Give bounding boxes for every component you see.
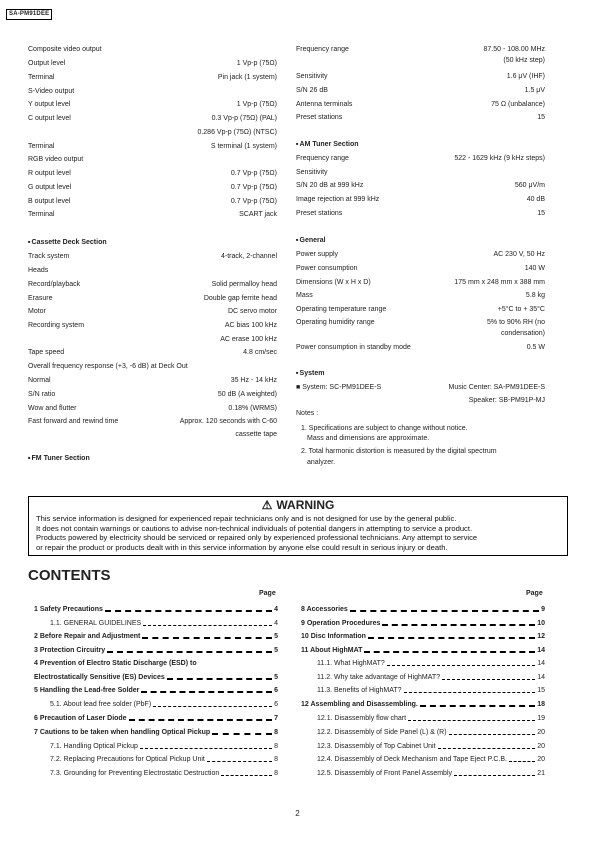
spec-value: AC bias 100 kHz bbox=[224, 322, 277, 329]
toc-entry-page: 5 bbox=[274, 633, 278, 640]
toc-entry-title: 12.3. Disassembly of Top Cabinet Unit bbox=[317, 743, 436, 750]
toc-dots bbox=[364, 651, 535, 653]
spec-row bbox=[296, 318, 545, 328]
spec-label: C output level bbox=[28, 115, 71, 122]
spec-label: Terminal bbox=[28, 74, 55, 81]
toc-dots bbox=[449, 734, 536, 735]
spec-value: 560 μV/m bbox=[514, 182, 545, 189]
toc-dots bbox=[387, 665, 535, 666]
spec-value: Approx. 120 seconds with C-60 bbox=[179, 418, 277, 425]
spec-row bbox=[28, 155, 277, 165]
toc-entry-title: Electrostatically Sensitive (ES) Devices bbox=[34, 674, 165, 681]
toc-entry bbox=[50, 742, 278, 752]
toc-dots bbox=[141, 691, 272, 693]
system-row bbox=[296, 396, 545, 406]
spec-label: Frequency range bbox=[296, 155, 349, 162]
toc-dots bbox=[140, 748, 272, 749]
spec-label: Terminal bbox=[28, 211, 55, 218]
toc-entry-title: 11.3. Benefits of HighMAT? bbox=[317, 687, 402, 694]
spec-row bbox=[296, 264, 545, 274]
toc-entry-title: 7.2. Replacing Precautions for Optical Pickup Unit bbox=[50, 756, 205, 763]
section-heading: ■ AM Tuner Section bbox=[296, 141, 359, 148]
spec-value: 522 - 1629 kHz (9 kHz steps) bbox=[454, 155, 545, 162]
toc-dots bbox=[420, 705, 535, 707]
toc-entry bbox=[301, 646, 545, 656]
spec-row bbox=[28, 362, 277, 372]
toc-entry-page: 4 bbox=[274, 606, 278, 613]
spec-row bbox=[28, 376, 277, 386]
toc-entry-title: 7.3. Grounding for Preventing Electrostatic Destruction bbox=[50, 770, 220, 777]
toc-entry-page: 15 bbox=[537, 687, 545, 694]
toc-entry-page: 5 bbox=[274, 647, 278, 654]
spec-value: 175 mm x 248 mm x 388 mm bbox=[454, 279, 545, 286]
spec-row bbox=[296, 168, 545, 178]
spec-label: Motor bbox=[28, 308, 46, 315]
spec-label: Frequency range bbox=[296, 46, 349, 53]
toc-entry-title: 1 Safety Precautions bbox=[34, 606, 103, 613]
spec-row bbox=[296, 86, 545, 96]
note-line: analyzer. bbox=[307, 459, 336, 466]
system-music-center: Music Center: SA-PM91DEE-S bbox=[448, 384, 545, 391]
toc-entry bbox=[34, 659, 278, 669]
spec-row bbox=[28, 197, 277, 207]
toc-entry-title: 12.4. Disassembly of Deck Mechanism and Tape Eject P.C.B. bbox=[317, 756, 507, 763]
spec-row bbox=[28, 266, 277, 276]
spec-row bbox=[296, 56, 545, 66]
spec-value: Solid permalloy head bbox=[211, 281, 277, 288]
toc-entry bbox=[34, 605, 278, 615]
spec-row bbox=[296, 72, 545, 82]
toc-dots bbox=[438, 748, 536, 749]
system-speaker: Speaker: SB-PM91P-MJ bbox=[468, 397, 545, 404]
toc-entry-title: 11.2. Why take advantage of HighMAT? bbox=[317, 674, 441, 681]
spec-row bbox=[296, 154, 545, 164]
toc-entry-page: 19 bbox=[537, 715, 545, 722]
spec-label: Preset stations bbox=[296, 210, 343, 217]
toc-entry-page: 12 bbox=[537, 633, 545, 640]
toc-entry-page: 14 bbox=[537, 674, 545, 681]
warning-triangle-icon: ⚠ bbox=[261, 498, 273, 512]
toc-dots bbox=[408, 720, 535, 721]
toc-entry-title: 6 Precaution of Laser Diode bbox=[34, 715, 127, 722]
toc-dots bbox=[404, 692, 536, 693]
toc-dots bbox=[454, 775, 535, 776]
toc-entry bbox=[34, 686, 278, 696]
spec-row bbox=[296, 329, 545, 339]
toc-entry-title: 11 About HighMAT bbox=[301, 647, 363, 654]
toc-entry-title: 11.1. What HighMAT? bbox=[317, 660, 385, 667]
page-number: 2 bbox=[295, 809, 300, 818]
toc-entry-page: 20 bbox=[537, 756, 545, 763]
warning-box bbox=[28, 496, 568, 556]
spec-value: 0.7 Vp-p (75Ω) bbox=[230, 198, 277, 205]
spec-row bbox=[28, 114, 277, 124]
spec-row bbox=[28, 417, 277, 427]
spec-row bbox=[296, 291, 545, 301]
spec-value: condensation) bbox=[501, 330, 545, 337]
toc-dots bbox=[442, 679, 535, 680]
spec-value: 15 bbox=[537, 210, 545, 217]
spec-label: Terminal bbox=[28, 143, 55, 150]
spec-row bbox=[28, 183, 277, 193]
toc-entry-page: 20 bbox=[537, 729, 545, 736]
spec-value: 140 W bbox=[524, 265, 545, 272]
toc-dots bbox=[129, 719, 273, 721]
spec-row bbox=[28, 430, 277, 440]
left-spec-column bbox=[28, 45, 277, 475]
toc-entry-page: 14 bbox=[537, 647, 545, 654]
spec-label: Mass bbox=[296, 292, 313, 299]
spec-value: 5% to 90% RH (no bbox=[487, 319, 545, 326]
toc-dots bbox=[221, 775, 272, 776]
spec-row bbox=[28, 252, 277, 262]
toc-entry-page: 10 bbox=[537, 620, 545, 627]
contents-title: CONTENTS bbox=[28, 567, 111, 584]
spec-label: Power consumption in standby mode bbox=[296, 344, 411, 351]
toc-dots bbox=[350, 610, 539, 612]
toc-entry bbox=[317, 714, 545, 724]
toc-entry bbox=[34, 673, 278, 683]
toc-entry-title: 5 Handling the Lead-free Solder bbox=[34, 687, 140, 694]
right-spec-column bbox=[296, 45, 545, 475]
spec-label: Recording system bbox=[28, 322, 85, 329]
toc-entry-page: 21 bbox=[537, 770, 545, 777]
section-heading: ■ General bbox=[296, 237, 326, 244]
toc-entry-title: 1.1. GENERAL GUIDELINES bbox=[50, 620, 142, 627]
spec-row bbox=[28, 321, 277, 331]
toc-dots bbox=[167, 678, 272, 680]
toc-dots bbox=[509, 761, 535, 762]
system-row bbox=[296, 383, 545, 393]
toc-dots bbox=[368, 637, 535, 639]
spec-value: Double gap ferrite head bbox=[203, 295, 277, 302]
toc-entry bbox=[34, 646, 278, 656]
toc-entry-title: 12.5. Disassembly of Front Panel Assembly bbox=[317, 770, 453, 777]
spec-row bbox=[28, 210, 277, 220]
spec-row bbox=[28, 87, 277, 97]
spec-row bbox=[28, 73, 277, 83]
spec-value: 4.8 cm/sec bbox=[243, 349, 277, 356]
spec-row bbox=[28, 128, 277, 138]
section-heading: ■ Cassette Deck Section bbox=[28, 239, 107, 246]
toc-entry bbox=[34, 632, 278, 642]
toc-entry-title: 12.1. Disassembly flow chart bbox=[317, 715, 407, 722]
toc-dots bbox=[382, 624, 535, 626]
toc-entry bbox=[317, 686, 545, 696]
warning-text bbox=[36, 514, 560, 552]
section-heading: ■ System bbox=[296, 370, 324, 377]
toc-entry-title: 10 Disc Information bbox=[301, 633, 366, 640]
spec-value: 4-track, 2-channel bbox=[220, 253, 277, 260]
spec-label: Y output level bbox=[28, 101, 71, 108]
toc-entry bbox=[50, 619, 278, 629]
spec-value: Pin jack (1 system) bbox=[217, 74, 277, 81]
toc-entry-page: 4 bbox=[274, 620, 278, 627]
spec-value: AC erase 100 kHz bbox=[220, 336, 277, 343]
spec-value: 1 Vp-p (75Ω) bbox=[236, 101, 277, 108]
warning-line: Products powered by electricity should be serviced or repaired only by experienced professional technicians. Any attempt to service bbox=[36, 533, 478, 543]
spec-label: Heads bbox=[28, 267, 49, 274]
toc-entry-page: 6 bbox=[274, 687, 278, 694]
toc-entry bbox=[50, 700, 278, 710]
spec-label: Fast forward and rewind time bbox=[28, 418, 119, 425]
spec-value: 35 Hz - 14 kHz bbox=[230, 377, 277, 384]
spec-row bbox=[296, 278, 545, 288]
spec-row bbox=[296, 250, 545, 260]
spec-label: G output level bbox=[28, 184, 72, 191]
toc-entry-page: 7 bbox=[274, 715, 278, 722]
toc-entry bbox=[301, 605, 545, 615]
toc-entry-title: 12.2. Disassembly of Side Panel (L) & (R) bbox=[317, 729, 447, 736]
spec-label: Wow and flutter bbox=[28, 405, 77, 412]
spec-label: Power supply bbox=[296, 251, 339, 258]
toc-dots bbox=[212, 733, 272, 735]
spec-value: 0.18% (WRMS) bbox=[228, 405, 277, 412]
spec-row bbox=[28, 280, 277, 290]
spec-label: Operating temperature range bbox=[296, 306, 387, 313]
toc-entry bbox=[317, 659, 545, 669]
toc-dots bbox=[107, 651, 272, 653]
spec-row bbox=[28, 294, 277, 304]
toc-entry bbox=[317, 769, 545, 779]
section-heading: ■ FM Tuner Section bbox=[28, 455, 90, 462]
toc-dots bbox=[207, 761, 272, 762]
toc-entry bbox=[317, 742, 545, 752]
toc-entry-title: 12 Assembling and Disassembling. bbox=[301, 701, 418, 708]
spec-value: 1.6 μV (IHF) bbox=[506, 73, 545, 80]
toc-entry-page: 14 bbox=[537, 660, 545, 667]
toc-entry-page: 9 bbox=[541, 606, 545, 613]
notes-title: Notes : bbox=[296, 410, 319, 417]
warning-line: or repair the product or products dealt with in this service information by anyone else could result in serious injury or death. bbox=[36, 542, 448, 552]
toc-entry-title: 8 Accessories bbox=[301, 606, 348, 613]
spec-value: 1 Vp-p (75Ω) bbox=[236, 60, 277, 67]
contents-page-header-left: Page bbox=[259, 590, 276, 597]
spec-label: Record/playback bbox=[28, 281, 81, 288]
spec-value: SCART jack bbox=[239, 211, 277, 218]
spec-row bbox=[28, 348, 277, 358]
spec-label: Dimensions (W x H x D) bbox=[296, 279, 371, 286]
spec-value: 75 Ω (unbalance) bbox=[491, 101, 545, 108]
spec-value: 87.50 - 108.00 MHz bbox=[483, 46, 545, 53]
spec-row bbox=[28, 404, 277, 414]
spec-row bbox=[28, 142, 277, 152]
spec-value: +5°C to + 35°C bbox=[497, 306, 545, 313]
toc-dots bbox=[105, 610, 272, 612]
note-line: Mass and dimensions are approximate. bbox=[307, 435, 430, 442]
toc-entry-page: 8 bbox=[274, 770, 278, 777]
warning-title: ⚠ WARNING bbox=[261, 498, 335, 512]
toc-entry bbox=[34, 714, 278, 724]
spec-value: DC servo motor bbox=[227, 308, 277, 315]
system-label-text: System: SC-PM91DEE-S bbox=[302, 384, 382, 391]
spec-label: B output level bbox=[28, 198, 71, 205]
toc-entry-page: 5 bbox=[274, 674, 278, 681]
warning-line: This service information is designed for experienced repair technicians only and is not designed for use by the general public. bbox=[36, 514, 457, 523]
toc-dots bbox=[143, 625, 272, 626]
spec-value: 0.286 Vp-p (75Ω) (NTSC) bbox=[197, 129, 277, 136]
spec-row bbox=[296, 305, 545, 315]
toc-entry bbox=[50, 769, 278, 779]
spec-label: R output level bbox=[28, 170, 71, 177]
toc-entry bbox=[50, 755, 278, 765]
spec-label: Operating humidity range bbox=[296, 319, 375, 326]
spec-label: Power consumption bbox=[296, 265, 358, 272]
spec-value: 0.5 W bbox=[526, 344, 545, 351]
spec-label: Antenna terminals bbox=[296, 101, 353, 108]
toc-entry-title: 3 Protection Circuitry bbox=[34, 647, 106, 654]
spec-value: cassette tape bbox=[235, 431, 277, 438]
toc-entry-page: 6 bbox=[274, 701, 278, 708]
spec-value: 5.8 kg bbox=[525, 292, 545, 299]
spec-label: Overall frequency response (+3, -6 dB) at Deck Out bbox=[28, 363, 188, 370]
spec-value: 50 dB (A weighted) bbox=[217, 391, 277, 398]
spec-value: 0.7 Vp-p (75Ω) bbox=[230, 184, 277, 191]
spec-value: 0.3 Vp-p (75Ω) (PAL) bbox=[211, 115, 277, 122]
toc-entry bbox=[34, 728, 278, 738]
spec-label: S/N 20 dB at 999 kHz bbox=[296, 182, 364, 189]
spec-row bbox=[28, 169, 277, 179]
toc-entry bbox=[301, 700, 545, 710]
spec-value: (50 kHz step) bbox=[503, 57, 545, 64]
spec-row bbox=[296, 209, 545, 219]
toc-entry-page: 8 bbox=[274, 729, 278, 736]
spec-label: Preset stations bbox=[296, 114, 343, 121]
note-line: 1. Specifications are subject to change without notice. bbox=[301, 425, 468, 432]
spec-row bbox=[28, 100, 277, 110]
spec-label: Composite video output bbox=[28, 46, 102, 53]
spec-value: 15 bbox=[537, 114, 545, 121]
toc-entry bbox=[301, 619, 545, 629]
spec-row bbox=[28, 45, 277, 55]
spec-label: RGB video output bbox=[28, 156, 84, 163]
toc-entry bbox=[317, 755, 545, 765]
spec-value: 1.5 μV bbox=[524, 87, 545, 94]
toc-entry-page: 20 bbox=[537, 743, 545, 750]
system-label: ■ System: SC-PM91DEE-S bbox=[296, 384, 382, 391]
spec-value: 40 dB bbox=[526, 196, 545, 203]
spec-value: S terminal (1 system) bbox=[210, 143, 277, 150]
spec-label: S-Video output bbox=[28, 88, 75, 95]
toc-dots bbox=[142, 637, 272, 639]
spec-label: Sensitivity bbox=[296, 169, 328, 176]
spec-label: Sensitivity bbox=[296, 73, 328, 80]
spec-label: Image rejection at 999 kHz bbox=[296, 196, 380, 203]
spec-value: AC 230 V, 50 Hz bbox=[493, 251, 545, 258]
spec-row bbox=[28, 307, 277, 317]
spec-row bbox=[28, 390, 277, 400]
spec-row bbox=[296, 113, 545, 123]
spec-label: Normal bbox=[28, 377, 51, 384]
toc-dots bbox=[153, 706, 272, 707]
toc-entry-page: 8 bbox=[274, 756, 278, 763]
toc-entry-title: 2 Before Repair and Adjustment bbox=[34, 633, 141, 640]
toc-entry-title: 7 Cautions to be taken when handling Optical Pickup bbox=[34, 729, 211, 736]
spec-row bbox=[28, 59, 277, 69]
spec-label: Output level bbox=[28, 60, 66, 67]
model-tag: SA-PM91DEE bbox=[6, 9, 52, 20]
toc-entry-page: 8 bbox=[274, 743, 278, 750]
toc-entry-title: 5.1. About lead free solder (PbF) bbox=[50, 701, 152, 708]
toc-entry bbox=[317, 728, 545, 738]
spec-row bbox=[296, 343, 545, 353]
spec-row bbox=[296, 100, 545, 110]
spec-row bbox=[296, 181, 545, 191]
toc-entry-page: 18 bbox=[537, 701, 545, 708]
spec-label: Tape speed bbox=[28, 349, 65, 356]
spec-row bbox=[28, 335, 277, 345]
toc-entry-title: 9 Operation Procedures bbox=[301, 620, 381, 627]
toc-entry bbox=[317, 673, 545, 683]
spec-value: 0.7 Vp-p (75Ω) bbox=[230, 170, 277, 177]
spec-label: S/N 26 dB bbox=[296, 87, 328, 94]
toc-entry-title: 4 Prevention of Electro Static Discharge (ESD) to bbox=[34, 660, 197, 667]
spec-label: Erasure bbox=[28, 295, 53, 302]
spec-row bbox=[296, 195, 545, 205]
spec-row bbox=[296, 45, 545, 55]
spec-label: S/N ratio bbox=[28, 391, 56, 398]
note-line: 2. Total harmonic distortion is measured by the digital spectrum bbox=[301, 448, 497, 455]
contents-page-header-right: Page bbox=[526, 590, 543, 597]
toc-entry bbox=[301, 632, 545, 642]
toc-entry-title: 7.1. Handling Optical Pickup bbox=[50, 743, 138, 750]
spec-label: Track system bbox=[28, 253, 70, 260]
warning-line: It does not contain warnings or cautions to advise non-technical individuals of potential dangers in attempting to service a product. bbox=[36, 523, 473, 533]
